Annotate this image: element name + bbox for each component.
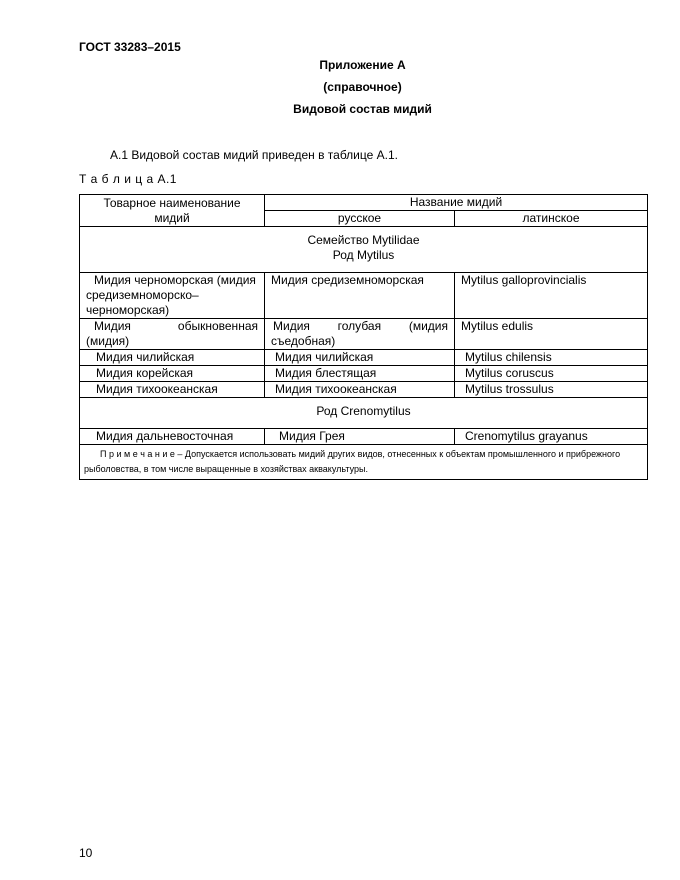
cell-trade: Мидия тихоокеанская [80,382,265,398]
appendix-kind: (справочное) [323,80,402,94]
table-caption: Т а б л и ц а А.1 [79,172,177,186]
species-table [79,194,648,480]
note-row [80,445,648,480]
cell-latin: Mytilus coruscus [455,366,648,382]
header-species-name: Название мидий [265,195,648,211]
cell-trade: Мидия обыкновенная (мидия) [80,319,265,350]
cell-russian: Мидия блестящая [265,366,455,382]
cell-trade: Мидия дальневосточная [80,429,265,445]
header-trade-name: Товарное наименование мидий [80,195,265,227]
section-row [80,227,648,273]
cell-trade: Мидия корейская [80,366,265,382]
appendix-heading: Видовой состав мидий [293,102,432,116]
table-row [80,319,648,350]
cell-latin: Mytilus chilensis [455,350,648,366]
appendix-title: Приложение А [319,58,406,72]
header-latin: латинское [455,211,648,227]
section-genus-crenomytilus: Род Crenomytilus [80,398,648,429]
cell-russian: Мидия тихоокеанская [265,382,455,398]
cell-latin: Mytilus edulis [455,319,648,350]
section-family-mytilidae [80,227,648,273]
table-row [80,350,648,366]
page-number: 10 [79,846,93,860]
cell-latin: Mytilus trossulus [455,382,648,398]
section-row [80,398,648,429]
cell-trade: Мидия черноморская (мидия средиземноморско–черноморская) [80,273,265,319]
cell-russian: Мидия Грея [265,429,455,445]
genus-label: Род Mytilus [332,248,395,262]
cell-russian: Мидия голубая (мидия съедобная) [265,319,455,350]
table-row [80,273,648,319]
cell-latin: Crenomytilus grayanus [455,429,648,445]
table-row [80,382,648,398]
cell-russian: Мидия средиземноморская [265,273,455,319]
cell-latin: Mytilus galloprovincialis [455,273,648,319]
table-note: П р и м е ч а н и е – Допускается использовать мидий других видов, отнесенных к объектам промышленного и прибрежного рыболовства, в том числе выращенные в хозяйствах аквакультуры. [80,445,648,480]
cell-trade: Мидия чилийская [80,350,265,366]
table-row [80,366,648,382]
table-header-row [80,195,648,211]
intro-paragraph: А.1 Видовой состав мидий приведен в таблице А.1. [110,148,398,162]
standard-number: ГОСТ 33283–2015 [79,40,181,54]
table-row [80,429,648,445]
header-russian: русское [265,211,455,227]
cell-russian: Мидия чилийская [265,350,455,366]
family-label: Семейство Mytilidae [307,233,420,247]
